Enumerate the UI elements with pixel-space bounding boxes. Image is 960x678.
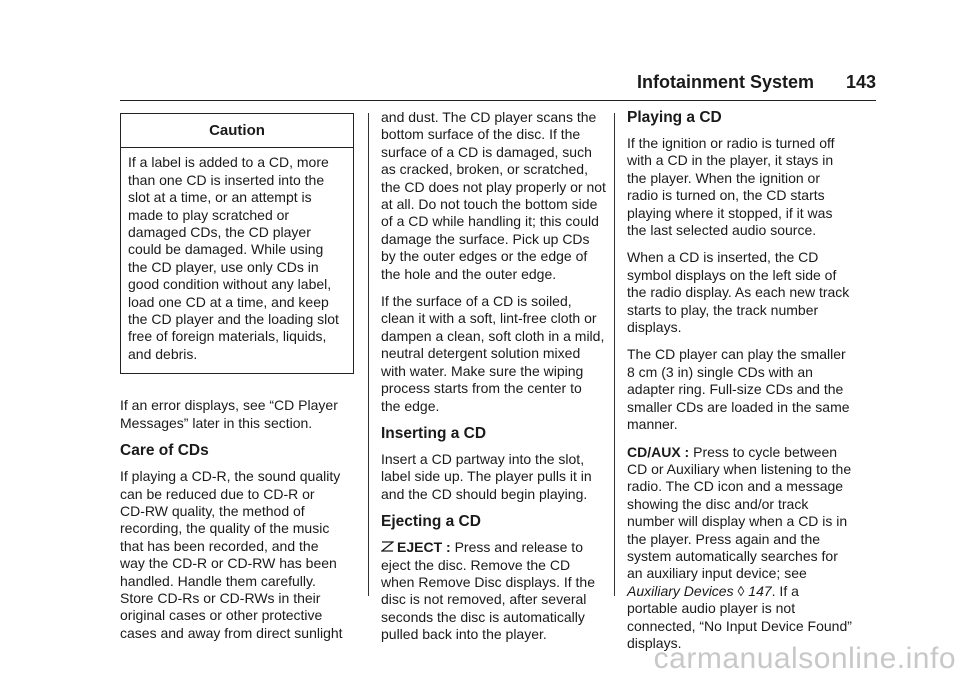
text-line: and debris. [128,345,198,362]
text-line: the radio display. As each new track [627,284,850,301]
text-line: manner. [627,416,678,433]
text-line: system automatically searches for [627,547,838,564]
text-line: seconds the disc is automatically [381,608,585,625]
text-line: good condition without any label, [128,276,332,293]
text-line: the player. When the ignition or [627,169,821,186]
caution-box [120,113,354,374]
text-line: the edge. [381,397,440,414]
text-line: Insert a CD partway into the slot, [381,450,585,467]
text-line: neutral detergent solution mixed [381,345,581,362]
text-line: damage the surface. Pick up CDs [381,230,590,247]
text-line: damaged CDs, the CD player [128,224,311,241]
column-1 [120,113,358,652]
text-line: clean it with a soft, lint-free cloth or [381,310,597,327]
text-line: recording, the quality of the music [120,520,330,537]
text-line: the player. Press again and the [627,530,821,547]
caution-rule [121,147,353,148]
text-line: at all. Do not touch the bottom side [381,196,598,213]
text-line: bottom surface of the disc. If the [381,126,581,143]
care-paragraph-continued [381,109,619,283]
text-line: could be damaged. While using [128,241,324,258]
text-line: CD or Auxiliary when listening to the [627,460,852,477]
caution-body [121,154,353,363]
column-divider-1 [368,113,369,596]
text-line: surface of a CD is damaged, such [381,143,592,160]
text-line: the CD does not play properly or not [381,178,606,195]
text-line: If an error displays, see “CD Player [120,397,338,414]
text-line: disc is not removed, after several [381,591,587,608]
text-line: showing the disc and/or track [627,495,809,512]
text-line: an auxiliary input device; see [627,565,807,582]
text-line: process starts from the center to [381,380,582,397]
text-line: dampen a clean, soft cloth in a mild, [381,327,605,344]
ejecting-paragraph [381,539,619,643]
header-rule [120,100,876,101]
text-line: with water. Make sure the wiping [381,362,584,379]
playing-heading: Playing a CD [627,109,722,126]
text-line: the last selected audio source. [627,222,817,239]
text-line: 8 cm (3 in) single CDs with an [627,363,813,380]
care-heading: Care of CDs [120,442,209,460]
text-line: number will display when a CD is in [627,513,848,530]
text-line: symbol displays on the left side of [627,266,837,283]
text-line: by the outer edges or the edge of [381,248,588,265]
ejecting-heading: Ejecting a CD [381,513,481,531]
text-line: label side up. The player pulls it in [381,468,592,485]
text-line: Messages” later in this section. [120,414,313,431]
text-line: that has been recorded, and the [120,537,319,554]
text-line: free of foreign materials, liquids, [128,328,327,345]
text-line: displays. [627,634,682,651]
text-line: and the CD should begin playing. [381,485,588,502]
cdaux-term: CD/AUX : [627,443,690,460]
after-link-text: . If a [771,582,799,599]
text-line: handled. Handle them carefully. [120,572,316,589]
text-line: cases and away from direct sunlight [120,624,343,641]
text-line: can be reduced due to CD-R or [120,485,315,502]
column-2 [381,109,619,654]
text-line: slot at a time, or an attempt is [128,189,312,206]
text-line: the hole and the outer edge. [381,265,557,282]
column-3 [627,109,865,662]
eject-first-line: Press and release to [450,539,583,556]
watermark: carmanualsonline.info [653,642,956,675]
text-line: the CD player and the loading slot [128,311,339,328]
playing-paragraph-1 [627,135,865,239]
playing-paragraph-2 [627,249,865,336]
soiled-paragraph [381,293,619,415]
playing-paragraph-3 [627,346,865,433]
page-ref-arrow-icon: ◊ [737,582,745,599]
text-line: as cracked, broken, or scratched, [381,161,588,178]
eject-icon [381,540,394,553]
header-title: Infotainment System [636,72,814,92]
text-line: and dust. The CD player scans the [381,109,597,125]
text-line: displays. [627,319,682,336]
inserting-heading: Inserting a CD [381,424,487,442]
text-line: than one CD is inserted into the [128,171,325,188]
text-line: load one CD at a time, and keep [128,293,329,310]
text-line: CD-RW quality, the method of [120,502,305,519]
text-line: pulled back into the player. [381,626,547,643]
text-line: starts to play, the track number [627,301,819,318]
text-line: radio. The CD icon and a message [627,478,844,495]
text-line: when Remove Disc displays. If the [381,573,595,590]
text-line: When a CD is inserted, the CD [627,249,819,266]
text-line: original cases or other protective [120,607,323,624]
care-paragraph [120,468,358,642]
text-line: way the CD-R or CD-RW has been [120,555,337,572]
text-line: Store CD-Rs or CD-RWs in their [120,589,321,606]
text-line: eject the disc. Remove the CD [381,556,571,573]
eject-term: EJECT : [397,539,451,556]
text-line: adapter ring. Full-size CDs and the [627,381,844,398]
text-line: portable audio player is not [627,600,796,617]
text-line: of a CD while handling it; this could [381,213,599,230]
cdaux-first-line: Press to cycle between [689,443,838,460]
auxiliary-devices-link[interactable]: Auxiliary Devices [627,582,734,599]
text-line: smaller CDs are loaded in the same [627,398,850,415]
text-line: connected, “No Input Device Found” [627,617,852,634]
text-line: If playing a CD-R, the sound quality [120,468,341,485]
error-paragraph [120,397,358,432]
page-number: 143 [845,72,876,92]
text-line: If the surface of a CD is soiled, [381,293,572,310]
caution-title: Caution [209,122,265,139]
inserting-paragraph [381,451,619,503]
text-line: the CD player, use only CDs in [128,258,319,275]
text-line: with a CD in the player, it stays in [627,152,834,169]
text-line: made to play scratched or [128,206,290,223]
cdaux-paragraph [627,444,865,653]
page-ref-number[interactable]: 147 [748,582,772,599]
text-line: playing where it stopped, if it was [627,204,833,221]
text-line: If the ignition or radio is turned off [627,135,835,151]
text-line: The CD player can play the smaller [627,346,846,363]
text-line: If a label is added to a CD, more [128,154,329,171]
text-line: radio is turned on, the CD starts [627,187,825,204]
